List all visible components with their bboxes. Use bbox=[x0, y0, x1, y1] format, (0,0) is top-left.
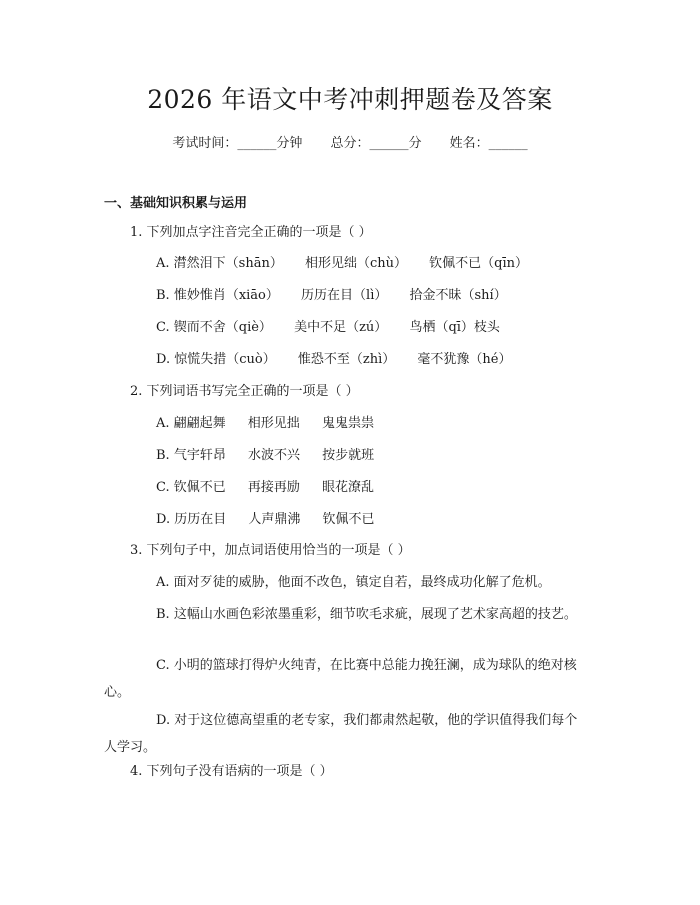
question-3-option-b: B. 这幅山水画色彩浓墨重彩，细节吹毛求疵，展现了艺术家高超的技艺。 bbox=[156, 607, 577, 622]
question-3-option-d: D. 对于这位德高望重的老专家，我们都肃然起敬，他的学识值得我们每个人学习。 bbox=[104, 713, 578, 755]
question-3-option-a: A. 面对歹徒的威胁，他面不改色，镇定自若，最终成功化解了危机。 bbox=[156, 575, 551, 590]
page-title: 2026 年语文中考冲刺押题卷及答案 bbox=[147, 85, 553, 114]
question-2-option-a: A. 翩翩起舞 相形见拙 鬼鬼祟祟 bbox=[156, 416, 374, 431]
question-2-option-c: C. 钦佩不已 再接再励 眼花潦乱 bbox=[156, 480, 375, 495]
question-3-stem: 3. 下列句子中，加点词语使用恰当的一项是（ ） bbox=[130, 543, 411, 558]
question-2-option-b: B. 气宇轩昂 水波不兴 按步就班 bbox=[156, 448, 375, 463]
question-1-option-d: D. 惊慌失措（cuò） 惟恐不至（zhì） 毫不犹豫（hé） bbox=[156, 352, 512, 367]
exam-time-field: 考试时间：______分钟 bbox=[172, 136, 303, 151]
exam-meta bbox=[0, 132, 700, 151]
question-1-option-b: B. 惟妙惟肖（xiāo） 历历在目（lì） 拾金不昧（shí） bbox=[156, 288, 507, 303]
question-2-stem: 2. 下列词语书写完全正确的一项是（ ） bbox=[130, 384, 359, 399]
total-score-field: 总分：______分 bbox=[330, 136, 422, 151]
question-4-stem: 4. 下列句子没有语病的一项是（ ） bbox=[130, 764, 333, 779]
question-1-option-c: C. 锲而不舍（qiè） 美中不足（zú） 鸟栖（qī）枝头 bbox=[156, 320, 500, 335]
question-1-stem: 1. 下列加点字注音完全正确的一项是（ ） bbox=[130, 225, 372, 240]
question-1-option-a: A. 潸然泪下（shān） 相形见绌（chù） 钦佩不已（qīn） bbox=[156, 256, 528, 271]
section-heading: 一、基础知识积累与运用 bbox=[104, 196, 248, 211]
question-3-option-c: C. 小明的篮球打得炉火纯青，在比赛中总能力挽狂澜，成为球队的绝对核心。 bbox=[104, 658, 577, 700]
question-2-option-d: D. 历历在目 人声鼎沸 钦佩不已 bbox=[156, 512, 375, 527]
name-field: 姓名：______ bbox=[449, 136, 528, 151]
